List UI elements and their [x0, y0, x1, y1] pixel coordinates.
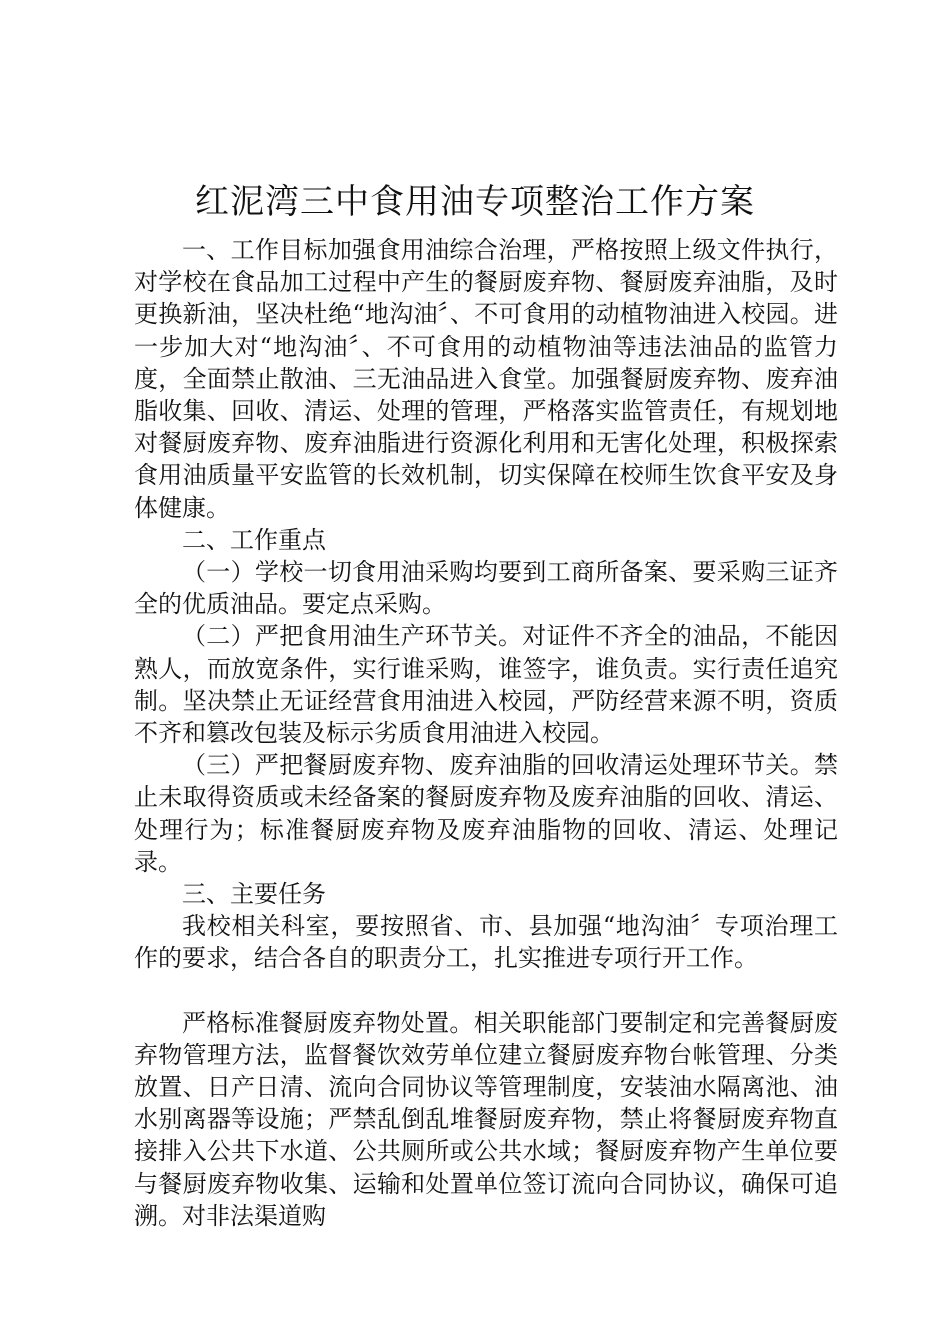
paragraph-work-goals: 一、工作目标加强食用油综合治理，严格按照上级文件执行，对学校在食品加工过程中产生的餐厨废弃物、餐厨废弃油脂，及时更换新油，坚决杜绝“地沟油〞、不可食用的动植物油进入校园。进一步加大对“地沟油〞、不可食用的动植物油等违法油品的监管力度，全面禁止散油、三无油品进入食堂。加强餐厨废弃物、废弃油脂收集、回收、清运、处理的管理，严格落实监管责任，有规划地对餐厨废弃物、废弃油脂进行资源化利用和无害化处理，积极探索食用油质量平安监管的长效机制，切实保障在校师生饮食平安及身体健康。 — [134, 236, 838, 522]
heading-main-tasks: 三、主要任务 — [182, 880, 326, 909]
paragraph-waste-disposal: 严格标准餐厨废弃物处置。相关职能部门要制定和完善餐厨废弃物管理方法，监督餐饮效劳单位建立餐厨废弃物台帐管理、分类放置、日产日清、流向合同协议等管理制度，安装油水隔离池、油水别离器等设施；严禁乱倒乱堆餐厨废弃物，禁止将餐厨废弃物直接排入公共下水道、公共厕所或公共水域；餐厨废弃物产生单位要与餐厨废弃物收集、运输和处置单位签订流向合同协议，确保可追溯。对非法渠道购 — [134, 1008, 838, 1230]
heading-work-focus: 二、工作重点 — [182, 525, 326, 554]
document-title: 红泥湾三中食用油专项整治工作方案 — [195, 182, 755, 222]
paragraph-tasks-intro: 我校相关科室，要按照省、市、县加强“地沟油〞专项治理工作的要求，结合各自的职责分工，扎实推进专项行开工作。 — [134, 912, 838, 973]
paragraph-focus-3: （三）严把餐厨废弃物、废弃油脂的回收清运处理环节关。禁止未取得资质或未经备案的餐厨废弃物及废弃油脂的回收、清运、处理行为；标准餐厨废弃物及废弃油脂物的回收、清运、处理记录。 — [134, 751, 838, 876]
paragraph-focus-2: （二）严把食用油生产环节关。对证件不齐全的油品，不能因熟人，而放宽条件，实行谁采购，谁签字，谁负责。实行责任追究制。坚决禁止无证经营食用油进入校园，严防经营来源不明，资质不齐和篡改包装及标示劣质食用油进入校园。 — [134, 622, 838, 748]
paragraph-focus-1: （一）学校一切食用油采购均要到工商所备案、要采购三证齐全的优质油品。要定点采购。 — [134, 558, 838, 619]
document-body — [134, 234, 838, 1232]
